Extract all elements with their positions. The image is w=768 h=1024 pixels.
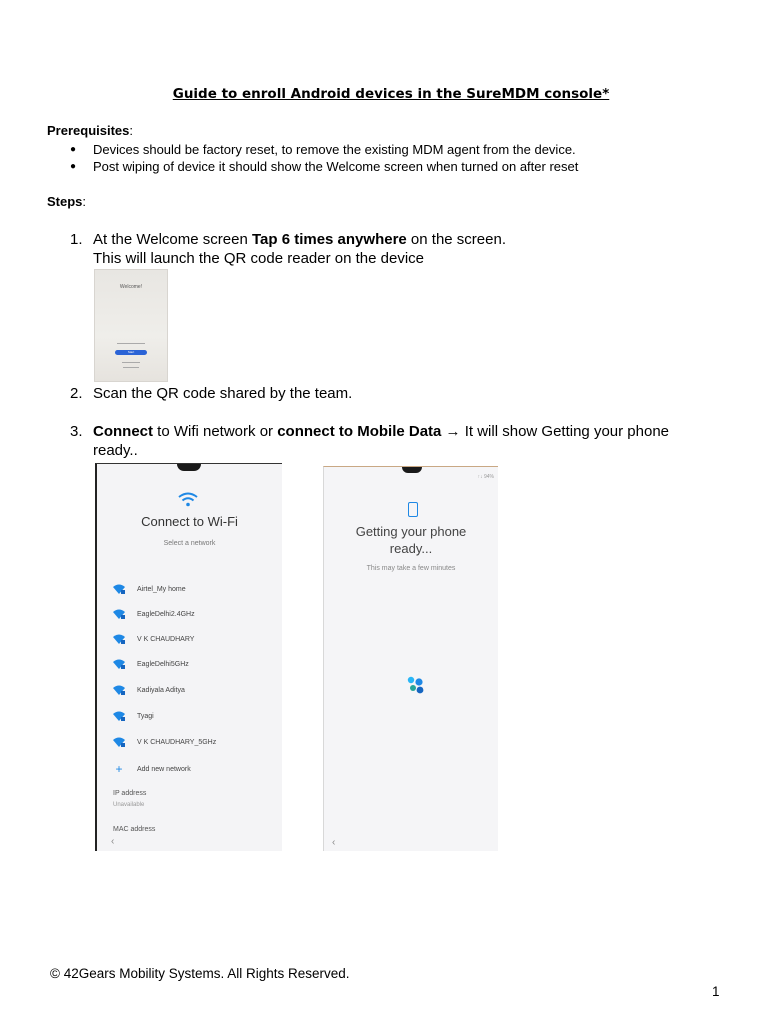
list-item: EagleDelhi2.4GHz — [113, 607, 195, 621]
list-item: ● Devices should be factory reset, to remove the existing MDM agent from the device. — [70, 142, 576, 157]
wifi-signal-icon — [113, 737, 125, 747]
ready-title: Getting your phone ready... — [355, 524, 467, 556]
wifi-signal-icon — [113, 685, 125, 695]
getting-ready-screen-image — [323, 466, 498, 851]
list-item: ● Post wiping of device it should show the Welcome screen when turned on after reset — [70, 159, 579, 174]
ready-subtitle: This may take a few minutes — [366, 565, 456, 572]
wifi-signal-icon — [113, 659, 125, 669]
wifi-icon — [177, 492, 199, 508]
ip-address-value: Unavailable — [113, 802, 145, 808]
prerequisites-heading: Prerequisites: — [47, 123, 133, 138]
wifi-subtitle: Select a network — [163, 540, 216, 547]
phone-icon — [408, 502, 418, 517]
add-network-item: + Add new network — [113, 762, 191, 776]
prerequisites-list — [70, 141, 578, 175]
plus-icon: + — [115, 762, 123, 776]
list-item: Tyagi — [113, 709, 154, 723]
wifi-signal-icon — [113, 584, 125, 594]
list-item: Airtel_My home — [113, 582, 186, 596]
start-button: Start — [115, 350, 147, 355]
ip-address-label: IP address — [113, 790, 147, 797]
back-chevron-icon: ‹ — [332, 837, 336, 848]
connect-wifi-screen-image — [95, 463, 282, 851]
back-chevron-icon: ‹ — [111, 836, 115, 847]
wifi-signal-icon — [113, 634, 125, 644]
footer-copyright: © 42Gears Mobility Systems. All Rights Reserved. — [50, 966, 350, 981]
mac-address-label: MAC address — [113, 826, 156, 833]
page-number: 1 — [712, 984, 720, 999]
loading-spinner-icon — [404, 673, 428, 697]
wifi-signal-icon — [113, 609, 125, 619]
welcome-screen-image: Welcome! Start — [94, 269, 168, 382]
wifi-signal-icon — [113, 711, 125, 721]
steps-heading: Steps: — [47, 194, 87, 209]
list-item: V K CHAUDHARY_5GHz — [113, 735, 216, 749]
wifi-title: Connect to Wi-Fi — [141, 514, 238, 529]
status-bar: ↑↓ 94% — [477, 474, 494, 480]
list-item: Kadiyala Aditya — [113, 683, 185, 697]
page-title: Guide to enroll Android devices in the SureMDM console* — [172, 86, 610, 102]
list-item: EagleDelhi5GHz — [113, 657, 189, 671]
list-item: V K CHAUDHARY — [113, 632, 194, 646]
